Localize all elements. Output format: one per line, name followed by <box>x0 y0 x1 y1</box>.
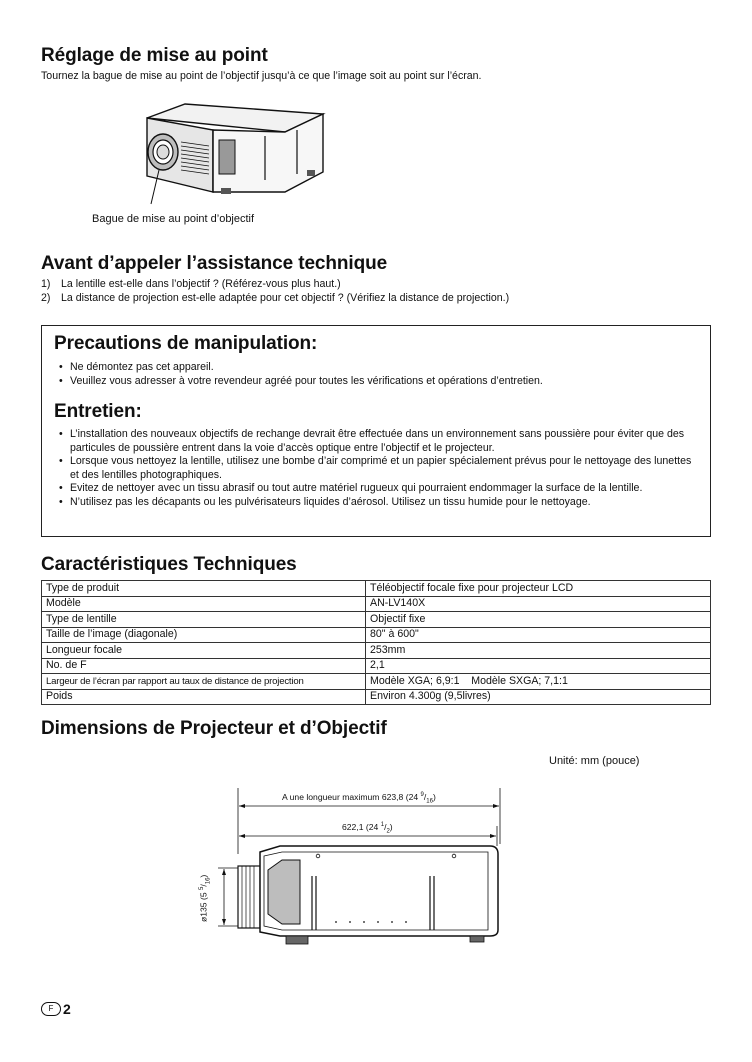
support-item-text: La distance de projection est-elle adaptée pour cet objectif ? (Vérifiez la distance de projection.) <box>61 291 510 304</box>
table-row <box>42 674 711 690</box>
spec-label: Longueur focale <box>42 643 366 659</box>
spec-value: Modèle XGA; 6,9:1 Modèle SXGA; 7,1:1 <box>366 674 711 690</box>
support-item <box>41 292 731 306</box>
table-row <box>42 596 711 612</box>
maintenance-title: Entretien: <box>54 401 142 422</box>
specs-title: Caractéristiques Techniques <box>41 554 297 575</box>
focus-title: Réglage de mise au point <box>41 45 268 66</box>
spec-label: Type de produit <box>42 581 366 597</box>
focus-text: Tournez la bague de mise au point de l’objectif jusqu’à ce que l’image soit au point sur l’écran. <box>41 70 482 82</box>
max-length-frac-num: 9 <box>420 792 424 799</box>
dimensions-title: Dimensions de Projecteur et d’Objectif <box>41 718 387 739</box>
support-list <box>41 278 731 305</box>
table-row <box>42 627 711 643</box>
length-frac-den: 2 <box>386 828 390 835</box>
precautions-list <box>59 361 699 388</box>
table-row <box>42 612 711 628</box>
max-length-frac-den: 16 <box>426 798 433 805</box>
spec-label: Taille de l’image (diagonale) <box>42 627 366 643</box>
care-box <box>41 325 711 537</box>
projector-focus-illustration <box>125 100 335 205</box>
length-label: 622,1 (24 $^1/_2$) <box>342 822 393 835</box>
maintenance-item: • Lorsque vous nettoyez la lentille, utilisez une bombe d’air comprimé et un papier spécialement prévus pour le nettoyage des lunettes et des lentilles photographiques. <box>59 455 701 482</box>
page-number: 2 <box>63 1001 71 1017</box>
diameter-label: ø135 (5 $^5/_{16}$) <box>198 874 212 923</box>
spec-value: 80" à 600" <box>366 627 711 643</box>
max-length-label: A une longueur maximum 623,8 (24 $^9/_{16}$) <box>282 792 436 805</box>
spec-value: AN-LV140X <box>366 596 711 612</box>
table-row <box>42 689 711 705</box>
spec-value: 2,1 <box>366 658 711 674</box>
precaution-item: • Veuillez vous adresser à votre revendeur agréé pour toutes les vérifications et opérations d’entretien. <box>59 375 699 389</box>
spec-value: Téléobjectif focale fixe pour projecteur LCD <box>366 581 711 597</box>
page-footer <box>41 1001 71 1017</box>
spec-label: Poids <box>42 689 366 705</box>
spec-label: No. de F <box>42 658 366 674</box>
language-badge: F <box>41 1002 61 1016</box>
unit-label: Unité: mm (pouce) <box>549 755 640 767</box>
focus-ring-caption: Bague de mise au point d’objectif <box>92 213 255 225</box>
spec-label: Modèle <box>42 596 366 612</box>
maintenance-item: • Evitez de nettoyer avec un tissu abrasif ou tout autre matériel rugueux qui pourraient endommager la surface de la lentille. <box>59 482 701 496</box>
specs-table <box>41 580 711 705</box>
dimension-drawing <box>190 784 520 954</box>
maintenance-list <box>59 428 701 509</box>
maintenance-item: • L’installation des nouveaux objectifs de rechange devrait être effectuée dans un environnement sans poussière pour éviter que des particules de poussière entrent dans la voie d’accès optique entre l’objectif et le projecteur. <box>59 428 701 455</box>
support-item-number: 1) <box>41 278 51 290</box>
spec-value: 253mm <box>366 643 711 659</box>
max-length-text: A une longueur maximum 623,8 (24 <box>282 792 419 802</box>
spec-label: Largeur de l’écran par rapport au taux de distance de projection <box>42 674 366 690</box>
table-row <box>42 643 711 659</box>
maintenance-item: • N’utilisez pas les décapants ou les pulvérisateurs liquides d’aérosol. Utilisez un tissu humide pour le nettoyage. <box>59 496 701 510</box>
spec-label: Type de lentille <box>42 612 366 628</box>
table-row <box>42 581 711 597</box>
spec-value: Objectif fixe <box>366 612 711 628</box>
length-frac-num: 1 <box>380 822 385 829</box>
support-title: Avant d’appeler l’assistance technique <box>41 253 388 274</box>
length-text: 622,1 (24 <box>342 822 379 832</box>
diameter-text: ø135 (5 <box>198 892 209 923</box>
table-row <box>42 658 711 674</box>
support-item-text: La lentille est-elle dans l’objectif ? (Référez-vous plus haut.) <box>61 278 341 290</box>
precautions-title: Precautions de manipulation: <box>54 333 318 354</box>
precaution-item: • Ne démontez pas cet appareil. <box>59 361 699 375</box>
support-item-number: 2) <box>41 291 51 304</box>
spec-value: Environ 4.300g (9,5livres) <box>366 689 711 705</box>
diameter-frac-num: 5 <box>198 886 205 890</box>
support-item <box>41 278 731 292</box>
diameter-frac-den: 16 <box>205 877 212 885</box>
